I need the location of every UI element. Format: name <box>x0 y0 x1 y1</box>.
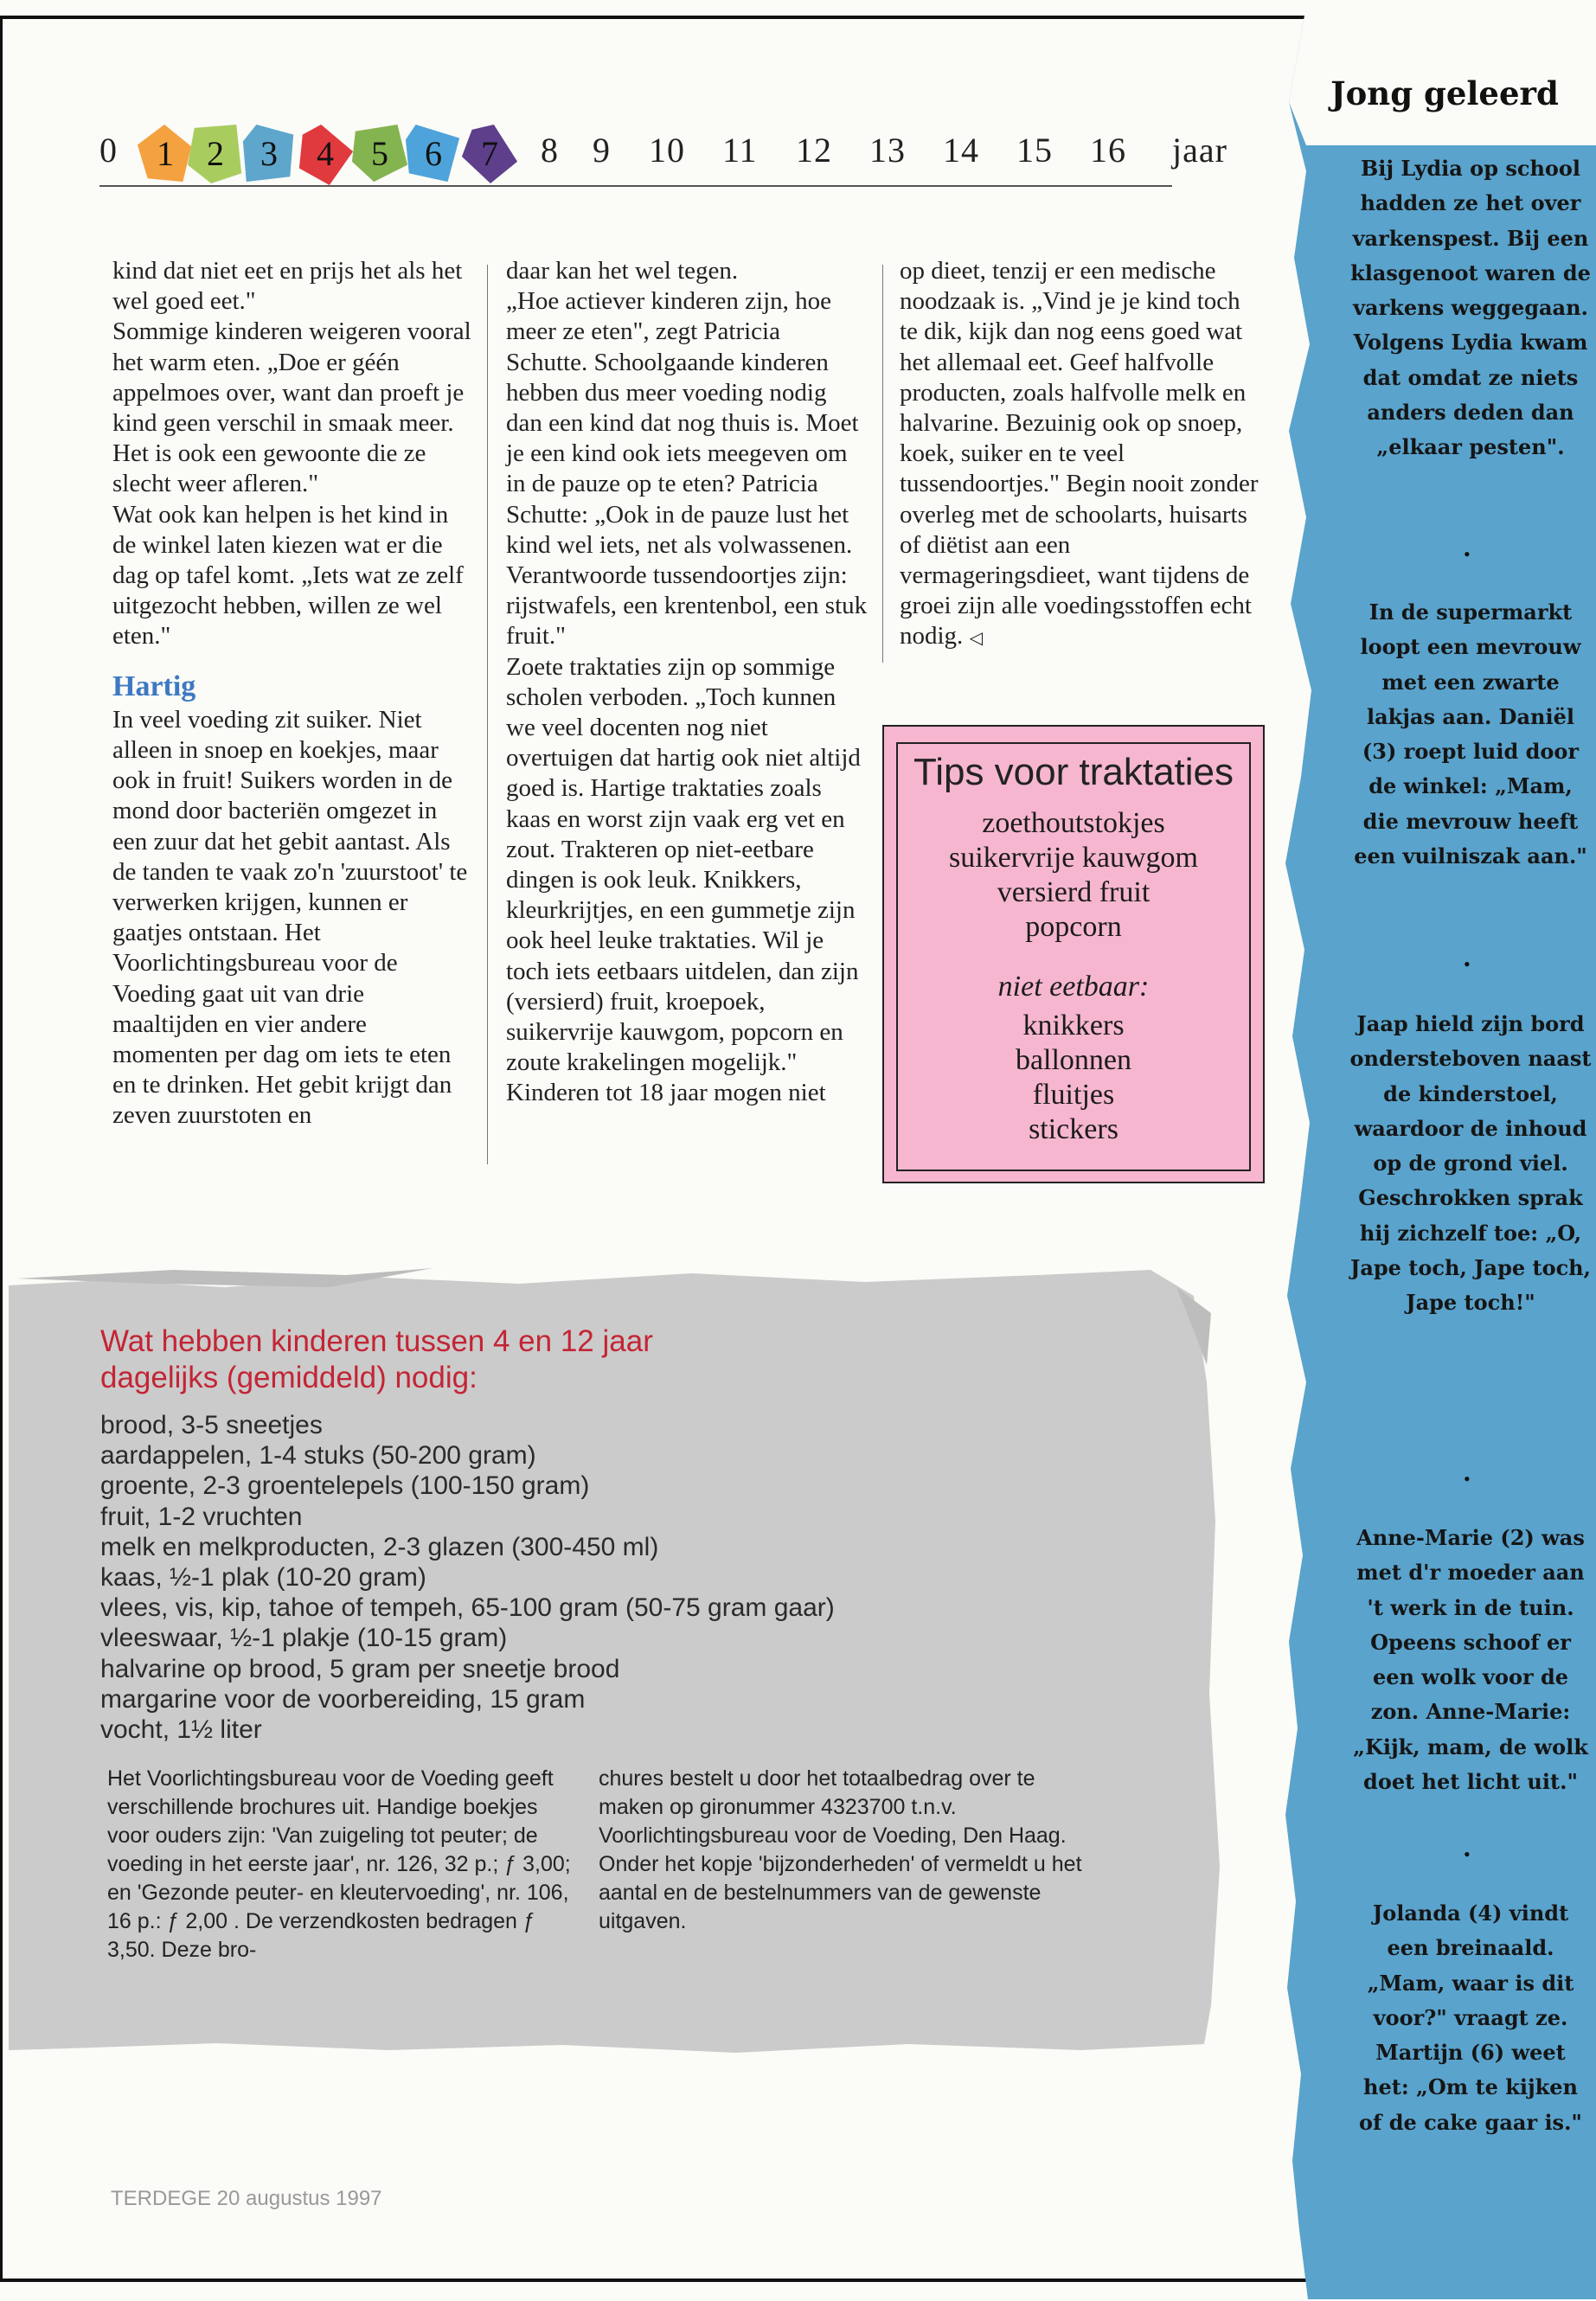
brochure-note-right: chures bestelt u door het totaalbedrag over te maken op gironummer 4323700 t.n.v. Voorlichtingsbureau voor de Voeding, Den Haag. Onder het kopje 'bijzonderheden' of vermeldt u het aantal en de bestelnummers van de gewenste uitgaven. <box>599 1766 1082 1933</box>
age-number: 3 <box>260 134 278 173</box>
age-unit: jaar <box>1172 131 1227 170</box>
needs-item: vleeswaar, ½-1 plakje (10-15 gram) <box>100 1624 508 1653</box>
age-number: 6 <box>425 134 442 173</box>
age-number: 0 <box>99 131 118 170</box>
needs-item: kaas, ½-1 plak (10-20 gram) <box>100 1563 426 1593</box>
needs-item: fruit, 1-2 vruchten <box>100 1502 303 1531</box>
age-number: 12 <box>796 131 832 170</box>
bullet-separator: • <box>1464 543 1471 565</box>
tips-item: zoethoutstokjes <box>982 807 1165 839</box>
needs-item: groente, 2-3 groentelepels (100-150 gram) <box>100 1471 590 1501</box>
column-2 <box>506 256 868 1109</box>
needs-item: margarine voor de voorbereiding, 15 gram <box>100 1684 586 1714</box>
age-number: 5 <box>371 134 388 173</box>
bullet-separator: • <box>1464 1843 1471 1865</box>
col1-paragraph: kind dat niet eet en prijs het als het wel goed eet." <box>112 257 463 316</box>
tips-item: fluitjes <box>1032 1079 1115 1111</box>
end-mark: ◁ <box>969 629 983 649</box>
column-divider <box>882 265 883 663</box>
col2-paragraph: Zoete traktaties zijn op sommige scholen verboden. „Toch kunnen we veel docenten nog niet overtuigen dat hartig ook niet altijd goed is. Hartige traktaties zoals kaas en worst zijn vaak erg vet en zout. Trakteren op niet-eetbare dingen is ook leuk. Knikkers, kleurkrijtjes, en een gummetje zijn ook heel leuke traktaties. Wil je toch iets eetbaars uitdelen, dan zijn (versierd) fruit, kroepoek, suikervrije kauwgom, popcorn en zoute krakelingen mogelijk." <box>506 652 861 1077</box>
age-number: 16 <box>1090 131 1126 170</box>
tips-box-inner <box>896 742 1251 1171</box>
tips-box <box>882 725 1265 1183</box>
col1-paragraph: Wat ook kan helpen is het kind in de winkel laten kiezen wat er die dag op tafel komt. „Iets wat ze zelf uitgezocht hebben, willen ze wel eten." <box>112 500 464 651</box>
age-number: 4 <box>317 134 334 173</box>
column-3 <box>900 256 1263 655</box>
age-scale <box>99 121 1227 190</box>
needs-item: aardappelen, 1-4 stuks (50-200 gram) <box>100 1441 536 1471</box>
tips-item: suikervrije kauwgom <box>949 842 1198 874</box>
age-number: 8 <box>541 131 559 170</box>
column-divider <box>487 265 488 1164</box>
col2-paragraph: „Hoe actiever kinderen zijn, hoe meer ze eten", zegt Patricia Schutte. Schoolgaande kinderen hebben dus meer voeding nodig dan een kind dat nog thuis is. Moet je een kind ook iets meegeven om in de pauze op te eten? Patricia Schutte: „Ook in de pauze lust het kind wel iets, net als volwassenen. Verantwoorde tussendoortjes zijn: rijstwafels, een krentenbol, een stuk fruit." <box>506 287 868 651</box>
age-number: 15 <box>1016 131 1053 170</box>
needs-title-line: Wat hebben kinderen tussen 4 en 12 jaar <box>100 1324 653 1358</box>
tips-non-edible-label: niet eetbaar: <box>997 971 1150 1003</box>
age-6-blob <box>404 123 463 187</box>
column-1 <box>112 256 471 1131</box>
anecdote: Bij Lydia op school hadden ze het over varkenspest. Bij een klasgenoot waren de varkens weggegaan. Volgens Lydia kwam dat omdat ze niets anders deden dan „elkaar pesten". <box>1350 156 1591 460</box>
col2-paragraph: Kinderen tot 18 jaar mogen niet <box>506 1079 826 1107</box>
tips-item: stickers <box>1029 1113 1118 1145</box>
needs-item: vocht, 1½ liter <box>100 1715 262 1745</box>
tips-item: knikkers <box>1022 1009 1125 1042</box>
sidebar-title: Jong geleerd <box>1330 74 1559 112</box>
anecdote: In de supermarkt loopt een mevrouw met een zwarte lakjas aan. Daniël (3) roept luid door de winkel: „Mam, die mevrouw heeft een vuilniszak aan." <box>1354 599 1587 869</box>
col1-paragraph: In veel voeding zit suiker. Niet alleen in snoep en koekjes, maar ook in fruit! Suikers worden in de mond door bacteriën omgezet in een zuur dat het gebit aantast. Als de tanden te vaak zo'n 'zuurstoot' te verwerken krijgen, kunnen er gaatjes ontstaan. Het Voorlichtingsbureau voor de Voeding gaat uit van drie maaltijden en vier andere momenten per dag om iets te eten en te drinken. Het gebit krijgt dan zeven zuurstoten en <box>112 705 468 1130</box>
subheading-hartig: Hartig <box>112 670 196 702</box>
age-number: 14 <box>943 131 979 170</box>
age-5-blob <box>350 123 409 187</box>
age-number: 2 <box>207 134 224 173</box>
needs-item: melk en melkproducten, 2-3 glazen (300-450 ml) <box>100 1532 659 1561</box>
tips-item: versierd fruit <box>997 876 1151 908</box>
col3-paragraph <box>900 256 1263 655</box>
age-7-blob <box>460 123 519 187</box>
tips-title: Tips voor traktaties <box>913 751 1234 793</box>
col2-paragraph: daar kan het wel tegen. <box>506 257 739 285</box>
age-number: 1 <box>157 134 174 173</box>
age-2-blob <box>186 123 245 187</box>
age-number: 10 <box>649 131 685 170</box>
bullet-separator: • <box>1464 953 1471 975</box>
age-4-blob <box>296 123 355 187</box>
anecdote: Jolanda (4) vindt een breinaald. „Mam, waar is dit voor?" vraagt ze. Martijn (6) weet het: „Om te kijken of de cake gaar is." <box>1359 1900 1582 2135</box>
age-number: 13 <box>869 131 906 170</box>
needs-item: halvarine op brood, 5 gram per sneetje brood <box>100 1654 620 1683</box>
tips-item: popcorn <box>1025 911 1122 943</box>
col1-paragraph: Sommige kinderen weigeren vooral het warm eten. „Doe er géén appelmoes over, want dan proeft je kind geen verschil in smaak meer. Het is ook een gewoonte die ze slecht weer afleren." <box>112 317 471 498</box>
footer-issue: TERDEGE 20 augustus 1997 <box>111 2187 382 2210</box>
age-number: 9 <box>593 131 611 170</box>
age-3-blob <box>240 123 298 187</box>
brochure-note-left: Het Voorlichtingsbureau voor de Voeding geeft verschillende brochures uit. Handige boekjes voor ouders zijn: 'Van zuigeling tot peuter; de voeding in het eerste jaar', nr. 126, 32 p.; ƒ 3,00; en 'Gezonde peuter- en kleutervoeding', nr. 106, 16 p.: ƒ 2,00 . De verzendkosten bedragen ƒ 3,50. Deze bro- <box>107 1766 571 1962</box>
tips-item: ballonnen <box>1015 1044 1132 1076</box>
anecdote: Jaap hield zijn bord ondersteboven naast de kinderstoel, waardoor de inhoud op de grond viel. Geschrokken sprak hij zichzelf toe: „O, Jape toch, Jape toch, Jape toch!" <box>1349 1011 1592 1316</box>
needs-title-line: dagelijks (gemiddeld) nodig: <box>100 1361 478 1394</box>
age-number: 11 <box>722 131 758 170</box>
needs-item: vlees, vis, kip, tahoe of tempeh, 65-100 gram (50-75 gram gaar) <box>100 1593 835 1623</box>
age-number: 7 <box>481 134 498 173</box>
bullet-separator: • <box>1464 1468 1471 1490</box>
col3-text: op dieet, tenzij er een medische noodzaak is. „Vind je je kind toch te dik, kijk dan nog eens goed wat het allemaal eet. Geef halfvolle producten, zoals halfvolle melk en halvarine. Bezuinig ook op snoep, koek, suiker en te veel tussendoortjes." Begin nooit zonder overleg met de schoolarts, huisarts of diëtist aan een vermageringsdieet, want tijdens de groei zijn alle voedingsstoffen echt nodig. <box>900 257 1259 651</box>
anecdote: Anne-Marie (2) was met d'r moeder aan 't werk in de tuin. Opeens schoof er een wolk voor de zon. Anne-Marie: „Kijk, mam, de wolk doet het licht uit." <box>1353 1525 1588 1795</box>
needs-item: brood, 3-5 sneetjes <box>100 1411 323 1439</box>
needs-title <box>100 1324 1138 1396</box>
needs-list <box>100 1410 1225 1745</box>
